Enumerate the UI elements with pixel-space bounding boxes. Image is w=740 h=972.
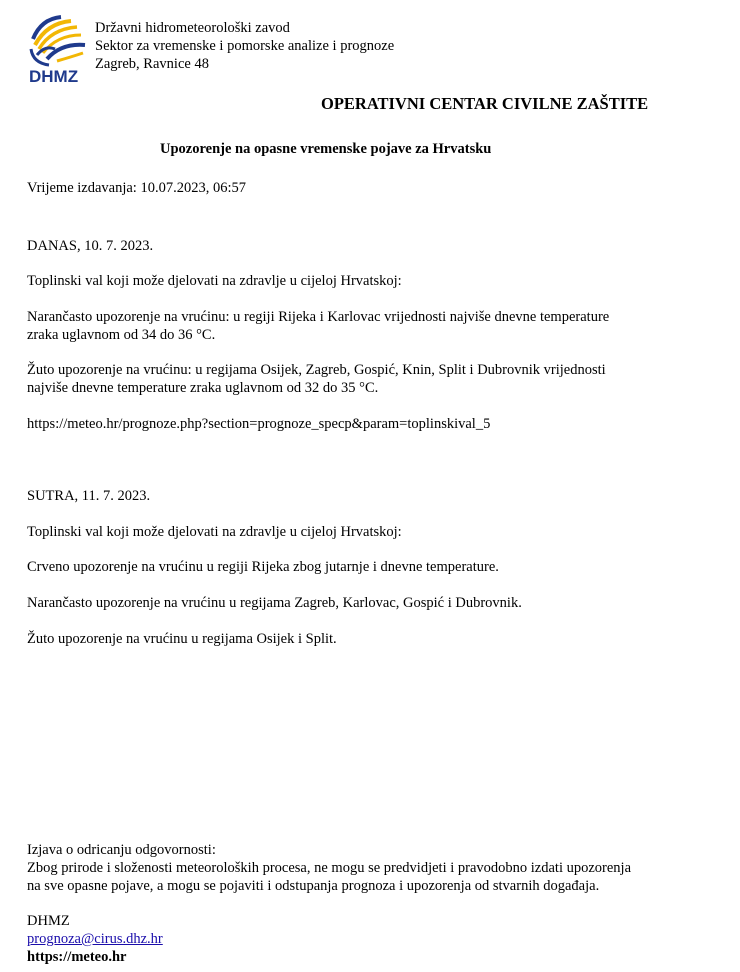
- today-intro: Toplinski val koji može djelovati na zdravlje u cijeloj Hrvatskoj:: [27, 273, 402, 289]
- tomorrow-heading: SUTRA, 11. 7. 2023.: [27, 488, 151, 504]
- recipient-heading: OPERATIVNI CENTAR CIVILNE ZAŠTITE: [321, 94, 649, 113]
- org-address: Zagreb, Ravnice 48: [95, 56, 209, 72]
- issue-time: Vrijeme izdavanja: 10.07.2023, 06:57: [27, 180, 246, 196]
- logo-text: DHMZ: [29, 67, 79, 85]
- footer-org: DHMZ: [27, 913, 70, 929]
- tomorrow-intro: Toplinski val koji može djelovati na zdravlje u cijeloj Hrvatskoj:: [27, 524, 402, 540]
- tomorrow-red-warning: Crveno upozorenje na vrućinu u regiji Rijeka zbog jutarnje i dnevne temperature.: [27, 559, 499, 575]
- heatwave-link[interactable]: https://meteo.hr/prognoze.php?section=prognoze_specp&param=toplinskival_5: [27, 416, 491, 432]
- today-yellow-warning-line2: najviše dnevne temperature zraka uglavnom od 32 do 35 °C.: [27, 380, 379, 396]
- footer-website-link[interactable]: https://meteo.hr: [27, 949, 127, 965]
- disclaimer-line2: na sve opasne pojave, a mogu se pojaviti i odstupanja prognoza i upozorenja od stvarnih događaja.: [27, 878, 600, 894]
- tomorrow-orange-warning: Narančasto upozorenje na vrućinu u regijama Zagreb, Karlovac, Gospić i Dubrovnik.: [27, 595, 522, 611]
- org-name: Državni hidrometeorološki zavod: [95, 20, 290, 36]
- today-yellow-warning-line1: Žuto upozorenje na vrućinu: u regijama Osijek, Zagreb, Gospić, Knin, Split i Dubrovnik vrijednosti: [27, 362, 606, 378]
- footer-email-link[interactable]: prognoza@cirus.dhz.hr: [27, 931, 163, 947]
- today-orange-warning-line2: zraka uglavnom od 34 do 36 °C.: [27, 327, 216, 343]
- disclaimer-line1: Zbog prirode i složenosti meteoroloških procesa, ne mogu se predvidjeti i pravodobno izdati upozorenja: [27, 860, 632, 876]
- today-orange-warning-line1: Narančasto upozorenje na vrućinu: u regiji Rijeka i Karlovac vrijednosti najviše dnevne temperature: [27, 309, 610, 325]
- disclaimer-heading: Izjava o odricanju odgovornosti:: [27, 842, 216, 858]
- tomorrow-yellow-warning: Žuto upozorenje na vrućinu u regijama Osijek i Split.: [27, 631, 337, 647]
- today-heading: DANAS, 10. 7. 2023.: [27, 238, 154, 254]
- org-sector: Sektor za vremenske i pomorske analize i prognoze: [95, 38, 395, 54]
- dhmz-logo-icon: [27, 15, 89, 85]
- dhmz-logo: [27, 15, 89, 85]
- document-title: Upozorenje na opasne vremenske pojave za Hrvatsku: [160, 141, 492, 157]
